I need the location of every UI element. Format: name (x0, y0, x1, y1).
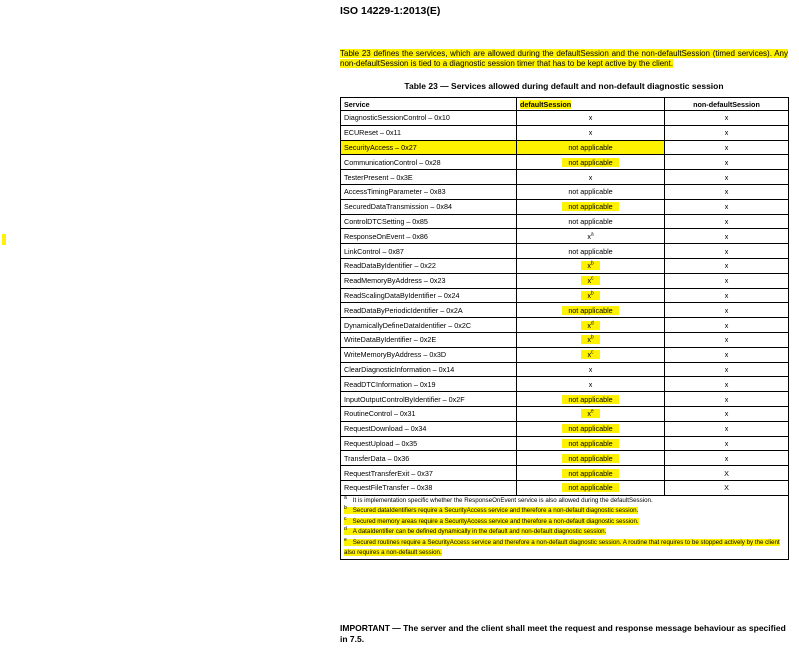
service-name: ReadDataByIdentifier – 0x22 (344, 261, 436, 271)
service-name: ReadDataByPeriodicIdentifier – 0x2A (344, 305, 463, 315)
default-session-value: not applicable (568, 453, 613, 463)
default-session-value-wrap (562, 469, 618, 478)
footnote-body (344, 515, 639, 525)
service-cell (341, 170, 517, 185)
default-session-value-wrap (562, 395, 618, 404)
table-row (341, 392, 789, 407)
default-session-value: not applicable (568, 187, 613, 197)
footnote (344, 538, 785, 559)
default-session-value: x (588, 113, 593, 123)
default-session-value-wrap (589, 380, 593, 389)
default-session-cell (517, 406, 665, 421)
service-name: LinkControl – 0x87 (344, 246, 404, 256)
service-name: RequestUpload – 0x35 (344, 438, 418, 448)
service-name: ReadScalingDataByIdentifier – 0x24 (344, 290, 460, 300)
footnote-reference: b (590, 334, 594, 341)
service-name: AccessTimingParameter – 0x83 (344, 187, 446, 197)
default-session-value: not applicable (568, 202, 613, 212)
table-row (341, 199, 789, 214)
default-session-value-wrap (562, 158, 618, 167)
default-session-cell (517, 362, 665, 377)
footnote-letter: d (344, 526, 347, 533)
default-session-cell (517, 480, 665, 495)
service-name: TransferData – 0x36 (344, 453, 410, 463)
table-row (341, 332, 789, 347)
service-name: WriteDataByIdentifier – 0x2E (344, 335, 437, 345)
default-session-value-wrap (568, 247, 612, 256)
table-row (341, 480, 789, 495)
service-cell (341, 451, 517, 466)
service-cell (341, 258, 517, 273)
non-default-session-cell: x (665, 125, 789, 140)
service-cell (341, 111, 517, 126)
default-session-value: x (587, 276, 592, 286)
service-cell (341, 273, 517, 288)
default-session-cell (517, 214, 665, 229)
default-session-cell (517, 199, 665, 214)
service-name: ReadDTCInformation – 0x19 (344, 379, 436, 389)
footnote-reference: d (590, 320, 594, 327)
non-default-session-cell: x (665, 199, 789, 214)
service-name: RequestDownload – 0x34 (344, 424, 427, 434)
footnotes-row (341, 495, 789, 559)
service-name: SecuredDataTransmission – 0x84 (344, 202, 452, 212)
service-cell (341, 436, 517, 451)
default-session-cell (517, 229, 665, 244)
service-cell (341, 362, 517, 377)
footnote-reference: b (590, 260, 594, 267)
footnote (344, 506, 785, 517)
default-session-value: not applicable (568, 483, 613, 493)
service-name: ClearDiagnosticInformation – 0x14 (344, 364, 455, 374)
table-row (341, 214, 789, 229)
default-session-cell (517, 155, 665, 170)
footnote (344, 517, 785, 528)
non-default-session-cell: x (665, 244, 789, 259)
default-session-cell (517, 244, 665, 259)
default-session-cell (517, 347, 665, 362)
footnote-reference: a (590, 231, 594, 238)
non-default-session-cell: x (665, 406, 789, 421)
default-session-value-wrap (581, 321, 599, 330)
default-session-cell (517, 318, 665, 333)
non-default-session-cell: x (665, 332, 789, 347)
default-session-value: not applicable (568, 305, 613, 315)
table-row (341, 184, 789, 199)
non-default-session-cell: x (665, 155, 789, 170)
default-session-value: not applicable (568, 468, 613, 478)
service-cell (341, 466, 517, 481)
table-row (341, 273, 789, 288)
service-cell (341, 406, 517, 421)
default-session-value-wrap (581, 350, 599, 359)
non-default-session-cell: x (665, 362, 789, 377)
footnote-letter: b (344, 505, 347, 512)
footnote-body (344, 536, 780, 557)
non-default-session-cell: x (665, 273, 789, 288)
table-row (341, 244, 789, 259)
service-name: ECUReset – 0x11 (344, 128, 401, 138)
table-body (341, 111, 789, 496)
table-caption: Table 23 — Services allowed during default and non-default diagnostic session (404, 81, 724, 91)
default-session-value-wrap (581, 291, 599, 300)
default-session-value-wrap (589, 128, 593, 137)
non-default-session-cell: x (665, 451, 789, 466)
service-name: WriteMemoryByAddress – 0x3D (344, 350, 447, 360)
footnote-letter: a (344, 494, 347, 501)
default-session-value: not applicable (568, 424, 613, 434)
non-default-session-cell: x (665, 347, 789, 362)
table-header-row (341, 98, 789, 111)
default-session-value-wrap (562, 483, 618, 492)
footnote-text: It is implementation specific whether the ResponseOnEvent service is also allowed during the defaultSession. (352, 496, 653, 504)
default-session-value: x (587, 231, 591, 241)
service-cell (341, 480, 517, 495)
default-session-cell (517, 273, 665, 288)
non-default-session-cell: x (665, 229, 789, 244)
default-session-value-wrap (581, 335, 599, 344)
default-session-value: x (587, 350, 592, 360)
default-session-cell (517, 111, 665, 126)
margin-highlight-mark (2, 234, 6, 245)
default-session-cell (517, 451, 665, 466)
service-cell (341, 332, 517, 347)
table-row (341, 170, 789, 185)
service-cell (341, 303, 517, 318)
non-default-session-cell: x (665, 140, 789, 155)
footnote-letter: c (344, 515, 347, 522)
table-row (341, 258, 789, 273)
footnote-reference: c (591, 275, 594, 282)
table-row (341, 362, 789, 377)
table-row (341, 347, 789, 362)
default-session-value: not applicable (568, 157, 613, 167)
non-default-session-cell: x (665, 392, 789, 407)
service-cell (341, 421, 517, 436)
default-session-value: x (588, 364, 593, 374)
default-session-cell (517, 170, 665, 185)
non-default-session-cell: x (665, 377, 789, 392)
table-row (341, 288, 789, 303)
default-session-value: not applicable (568, 438, 613, 448)
service-name: RequestTransferExit – 0x37 (344, 468, 433, 478)
service-cell (341, 392, 517, 407)
service-name: DiagnosticSessionControl – 0x10 (344, 113, 450, 123)
default-session-value-wrap (562, 424, 618, 433)
header-default-session (517, 98, 665, 111)
default-session-value-wrap (568, 217, 612, 226)
service-name: InputOutputControlByIdentifier – 0x2F (344, 394, 465, 404)
table-row (341, 229, 789, 244)
default-session-value-wrap (589, 365, 593, 374)
default-session-value-wrap (562, 439, 618, 448)
default-session-value-wrap (562, 454, 618, 463)
non-default-session-cell: x (665, 303, 789, 318)
non-default-session-cell: x (665, 421, 789, 436)
default-session-cell (517, 140, 665, 155)
default-session-value: x (587, 335, 591, 345)
non-default-session-cell: x (665, 436, 789, 451)
footnote-reference: e (590, 408, 594, 415)
default-session-value: x (588, 128, 593, 138)
important-note: IMPORTANT — The server and the client shall meet the request and response message behaviour as specified in 7.5. (340, 623, 786, 644)
intro-paragraph (340, 49, 788, 69)
default-session-value: not applicable (568, 246, 613, 256)
non-default-session-cell: x (665, 184, 789, 199)
footnote-reference: b (590, 290, 594, 297)
default-session-value-wrap (589, 113, 593, 122)
service-name: CommunicationControl – 0x28 (344, 157, 441, 167)
service-name: DynamicallyDefineDataIdentifier – 0x2C (344, 320, 472, 330)
service-cell (341, 184, 517, 199)
default-session-value: x (588, 172, 593, 182)
default-session-cell (517, 288, 665, 303)
default-session-cell (517, 421, 665, 436)
service-name: SecurityAccess – 0x27 (344, 142, 417, 152)
default-session-cell (517, 377, 665, 392)
page-header: ISO 14229-1:2013(E) (340, 5, 441, 17)
table-row (341, 303, 789, 318)
non-default-session-cell: x (665, 258, 789, 273)
non-default-session-cell: X (665, 480, 789, 495)
service-cell (341, 199, 517, 214)
footnotes-cell (341, 495, 789, 559)
default-session-value-wrap (562, 143, 618, 152)
footnote-text: Secured dataIdentifiers require a SecurityAccess service and therefore a non-default diagnostic session. (352, 507, 639, 515)
footnote (344, 527, 785, 538)
default-session-cell (517, 125, 665, 140)
service-cell (341, 229, 517, 244)
service-cell (341, 347, 517, 362)
service-cell (341, 288, 517, 303)
non-default-session-cell: x (665, 288, 789, 303)
default-session-value: not applicable (568, 142, 613, 152)
services-table (340, 97, 789, 560)
footnote-text: A dataIdentifier can be defined dynamically in the default and non-default diagnostic session. (352, 528, 607, 536)
default-session-value-wrap (562, 202, 618, 211)
service-cell (341, 377, 517, 392)
table-row (341, 421, 789, 436)
table-row (341, 111, 789, 126)
default-session-value-wrap (587, 232, 593, 241)
table-row (341, 451, 789, 466)
default-session-cell (517, 466, 665, 481)
default-session-cell (517, 392, 665, 407)
footnote-letter: e (344, 536, 347, 543)
table-row (341, 125, 789, 140)
table-row (341, 155, 789, 170)
table-row (341, 436, 789, 451)
default-session-value-wrap (562, 306, 618, 315)
table-row (341, 406, 789, 421)
default-session-value: x (587, 290, 591, 300)
default-session-value: x (587, 320, 591, 330)
footnote-text: Secured routines require a SecurityAccess service and therefore a non-default diagnostic session. A routine that requires to be stopped actively by the client also requires a non-default session. (344, 538, 780, 557)
non-default-session-cell: x (665, 170, 789, 185)
non-default-session-cell: x (665, 111, 789, 126)
service-cell (341, 155, 517, 170)
footnote-body (344, 494, 653, 504)
header-non-default-session: non-defaultSession (665, 98, 789, 111)
default-session-cell (517, 184, 665, 199)
header-default-session-label: defaultSession (520, 99, 572, 109)
footnote-body (344, 528, 606, 535)
header-service: Service (341, 98, 517, 111)
default-session-value: x (587, 409, 591, 419)
default-session-value-wrap (568, 187, 612, 196)
footnote-body (344, 507, 638, 514)
intro-text: Table 23 defines the services, which are allowed during the defaultSession and the non-defaultSession (timed services). Any non-defaultSession is tied to a diagnostic session timer that has to be kept active by the client. (340, 49, 788, 68)
footnote-reference: c (591, 349, 594, 356)
default-session-value: not applicable (568, 394, 613, 404)
default-session-value: x (588, 379, 593, 389)
table-row (341, 377, 789, 392)
service-cell (341, 140, 517, 155)
service-name: RequestFileTransfer – 0x38 (344, 483, 433, 493)
service-cell (341, 214, 517, 229)
default-session-cell (517, 436, 665, 451)
default-session-value: not applicable (568, 216, 613, 226)
default-session-value-wrap (581, 409, 599, 418)
service-name: TesterPresent – 0x3E (344, 172, 413, 182)
non-default-session-cell: X (665, 466, 789, 481)
default-session-value-wrap (589, 173, 593, 182)
service-name: RoutineControl – 0x31 (344, 409, 416, 419)
non-default-session-cell: x (665, 214, 789, 229)
non-default-session-cell: x (665, 318, 789, 333)
footnote-text: Secured memory areas require a SecurityAccess service and therefore a non-default diagnostic session. (352, 517, 639, 525)
service-cell (341, 318, 517, 333)
default-session-value-wrap (581, 261, 599, 270)
table-row (341, 140, 789, 155)
service-name: ReadMemoryByAddress – 0x23 (344, 276, 446, 286)
table-row (341, 318, 789, 333)
default-session-cell (517, 332, 665, 347)
service-name: ControlDTCSetting – 0x85 (344, 216, 428, 226)
table-row (341, 466, 789, 481)
default-session-value: x (587, 261, 591, 271)
default-session-cell (517, 303, 665, 318)
default-session-value-wrap (581, 276, 599, 285)
service-name: ResponseOnEvent – 0x86 (344, 231, 428, 241)
footnote (344, 496, 785, 507)
service-cell (341, 244, 517, 259)
default-session-cell (517, 258, 665, 273)
service-cell (341, 125, 517, 140)
